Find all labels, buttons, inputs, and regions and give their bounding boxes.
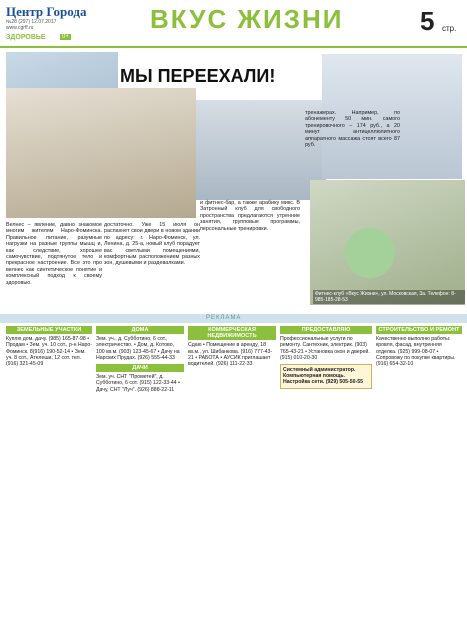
age-rating: 0+ — [62, 34, 69, 40]
col-heading: СТРОИТЕЛЬСТВО И РЕМОНТ — [376, 326, 462, 334]
classified-col-5 — [376, 326, 462, 367]
col-text: Зем. уч., д. Субботино, 6 сот., электричество. • Дом, д. Котово, 100 кв.м. (903) 123-45-67 • Дачу на Нарских Прудах. (926) 555-44-33 — [96, 336, 180, 361]
section-label: ЗДОРОВЬЕ — [6, 34, 46, 41]
fitball — [345, 228, 395, 278]
ad-box: Системный администратор. Компьютерная помощь. Настройка сети. (929) 505-50-55 — [280, 364, 372, 389]
col-heading: ПРЕДОСТАВЛЯЮ — [280, 326, 372, 334]
photo-group — [6, 88, 196, 218]
ad-rubric-strip — [0, 314, 467, 323]
masthead-title: ВКУС ЖИЗНИ — [150, 4, 344, 34]
col-text: Профессиональные услуги по ремонту. Сантехник, электрик. (903) 765-43-21 • Установка окон и дверей. (915) 010-20-30 — [280, 336, 370, 361]
issue-info: №28 (297) 12.07.2017 — [6, 19, 57, 25]
col-text: Сдаю • Помещение в аренду, 18 кв.м., ул. Шибанкова. (916) 777-43-21 • РАБОТА • АУСИК приглашает водителей. (926) 111-22-33 — [188, 342, 273, 368]
col-heading: КОММЕРЧЕСКАЯ НЕДВИЖИМОСТЬ — [188, 326, 276, 340]
col-heading: ЗЕМЕЛЬНЫЕ УЧАСТКИ — [6, 326, 92, 334]
website: www.cgrff.ru — [6, 25, 34, 31]
page-number: 5 — [420, 6, 435, 36]
classified-col-3 — [188, 326, 276, 367]
col-text: Зем. уч. СНТ "Прометей", д. Субботино, 6 сот. (915) 122-33-44 • Дачу, СНТ "Луч". (926) 888-22-11 — [96, 374, 180, 393]
header-rule — [0, 46, 467, 48]
col-heading: ДАЧИ — [96, 364, 184, 372]
page-suffix: стр. — [442, 24, 457, 33]
page-header — [0, 0, 467, 46]
photo-caption: Фитнес-клуб «Вкус Жизни», ул. Московская, 3а. Телефон: 8-985-185-28-53 — [313, 290, 465, 304]
col-text: Качественно выполню работы: кровля, фасад, внутренняя отделка. (925) 999-08-07 • Сопровожу по покупке квартиры. (916) 654-32-10 — [376, 336, 456, 368]
article-col-3: и фитнес-бар, а также арабику микс. В Затронный клуб для свободного пространства предлагаются утренние занятия, групповые программы, персональные тренировки. — [200, 200, 300, 232]
newspaper-logo: Центр Города — [6, 4, 87, 19]
article-col-2: достаточно. Уже 15 июля он распахнет свои двери в новом здании по адресу: г. Наро-Фоминск, ул. Ленина, д. 25-а, новый клуб порадует вас светлыми помещениями, комфортным расположением разных зон, душевыми и раздевалками. — [104, 222, 200, 267]
article-col-1: Велнес – явление, давно знакомое многим жителям Наро-Фоминска. Правильное питание, разумные нагрузки на разные группы мышц и, как следствие, хорошее самочувствие, подтянутое тело и прекрасное настроение. Все это про велнес как синтетическое понятие и комплексный подход к своему здоровью. — [6, 222, 102, 286]
col-text: Куплю дом, дачу. (985) 165-87-98 • Продам • Зем. уч. 10 сот., р-н Наро-Фоминск. 8(916) 190-52-14 • Зем. уч. 8 сот., Ателеши, 12 сот. тел. (916) 321-45-09 — [6, 336, 93, 368]
classified-col-1 — [6, 326, 92, 367]
classified-col-2 — [96, 326, 184, 393]
col-heading: ДОМА — [96, 326, 184, 334]
rubric-label: РЕКЛАМА — [206, 315, 242, 321]
article-col-4: тренажерах. Например, по абонементу 50 мин. самого тренировочного – 174 руб., а 20 минут антицеллюлитного аппаратного массажа стоят всего 87 руб. — [305, 110, 400, 149]
article-headline: МЫ ПЕРЕЕХАЛИ! — [120, 66, 276, 86]
classified-col-4 — [280, 326, 372, 389]
